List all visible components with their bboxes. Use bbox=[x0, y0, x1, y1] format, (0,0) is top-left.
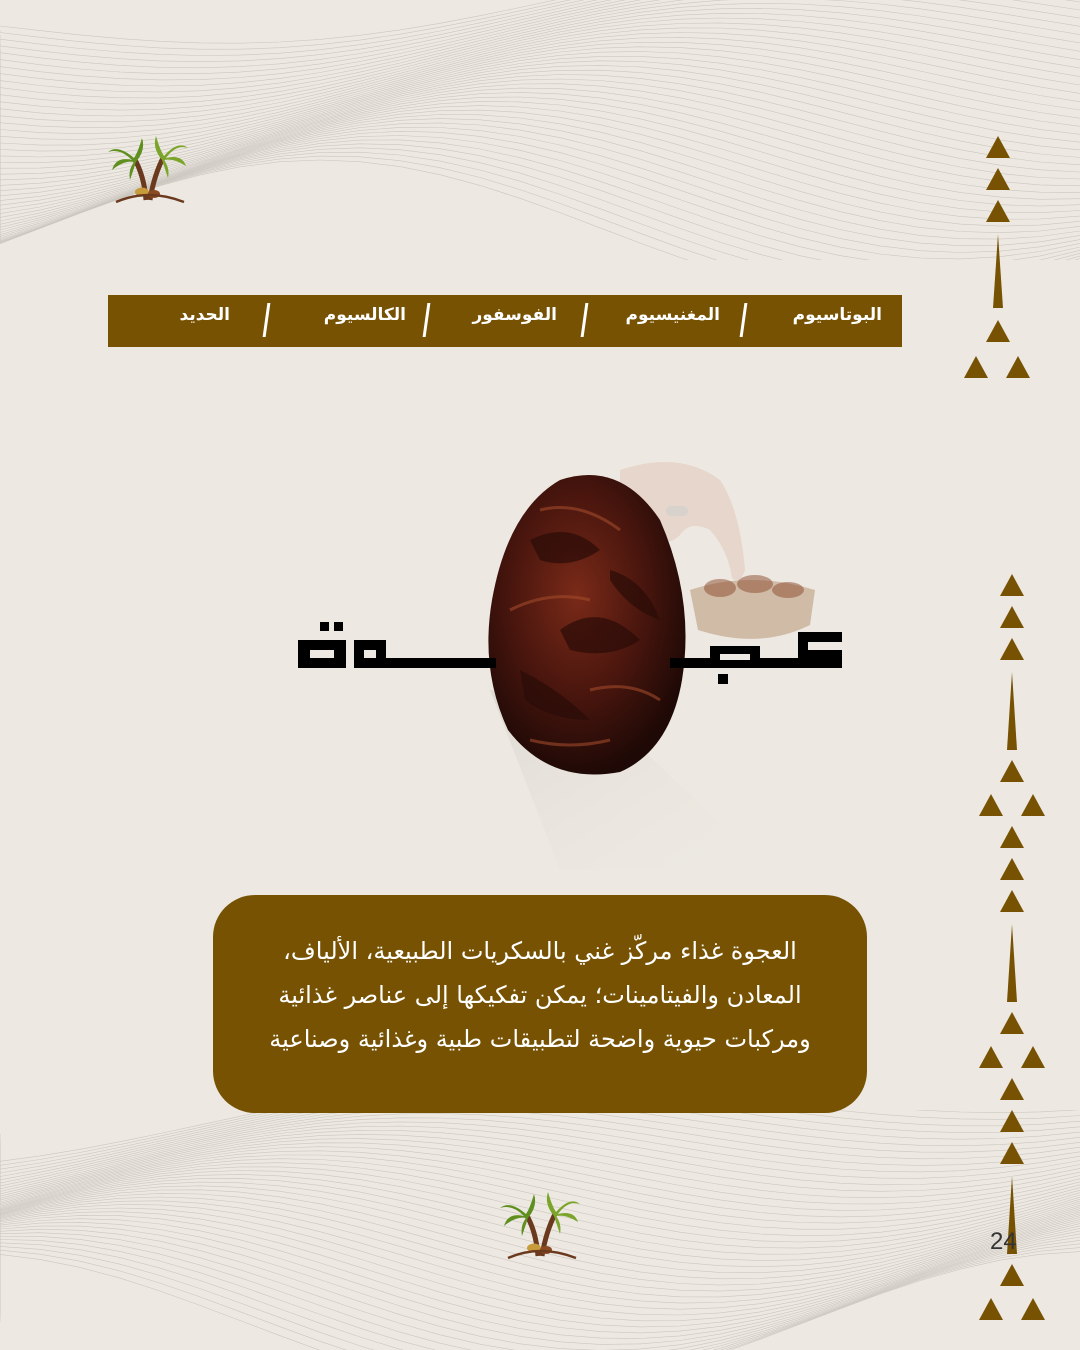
triangle-ornament-side bbox=[975, 572, 1050, 1327]
page-number: 24 bbox=[990, 1228, 1017, 1255]
separator bbox=[740, 303, 748, 337]
palm-trees-logo-icon bbox=[106, 130, 190, 206]
description-line-3: ومركبات حيوية واضحة لتطبيقات طبية وغذائية وصناعية bbox=[269, 1025, 811, 1053]
description-line-1: العجوة غذاء مركّز غني بالسكريات الطبيعية، الألياف، bbox=[283, 937, 797, 965]
title-ajwa bbox=[290, 610, 850, 690]
mineral-magnesium: المغنيسيوم bbox=[625, 305, 720, 325]
mineral-iron: الحديد bbox=[179, 305, 230, 325]
description-box bbox=[213, 895, 867, 1113]
minerals-bar bbox=[108, 295, 902, 347]
mineral-calcium: الكالسيوم bbox=[323, 305, 406, 325]
triangle-ornament-top bbox=[960, 130, 1040, 385]
mineral-phosphorus: الفوسفور bbox=[472, 305, 557, 325]
description-line-2: المعادن والفيتامينات؛ يمكن تفكيكها إلى عناصر غذائية bbox=[278, 981, 802, 1009]
separator bbox=[581, 303, 589, 337]
palm-trees-logo-icon bbox=[498, 1186, 582, 1262]
separator bbox=[263, 303, 271, 337]
mineral-potassium: البوتاسيوم bbox=[792, 305, 882, 325]
separator bbox=[423, 303, 431, 337]
